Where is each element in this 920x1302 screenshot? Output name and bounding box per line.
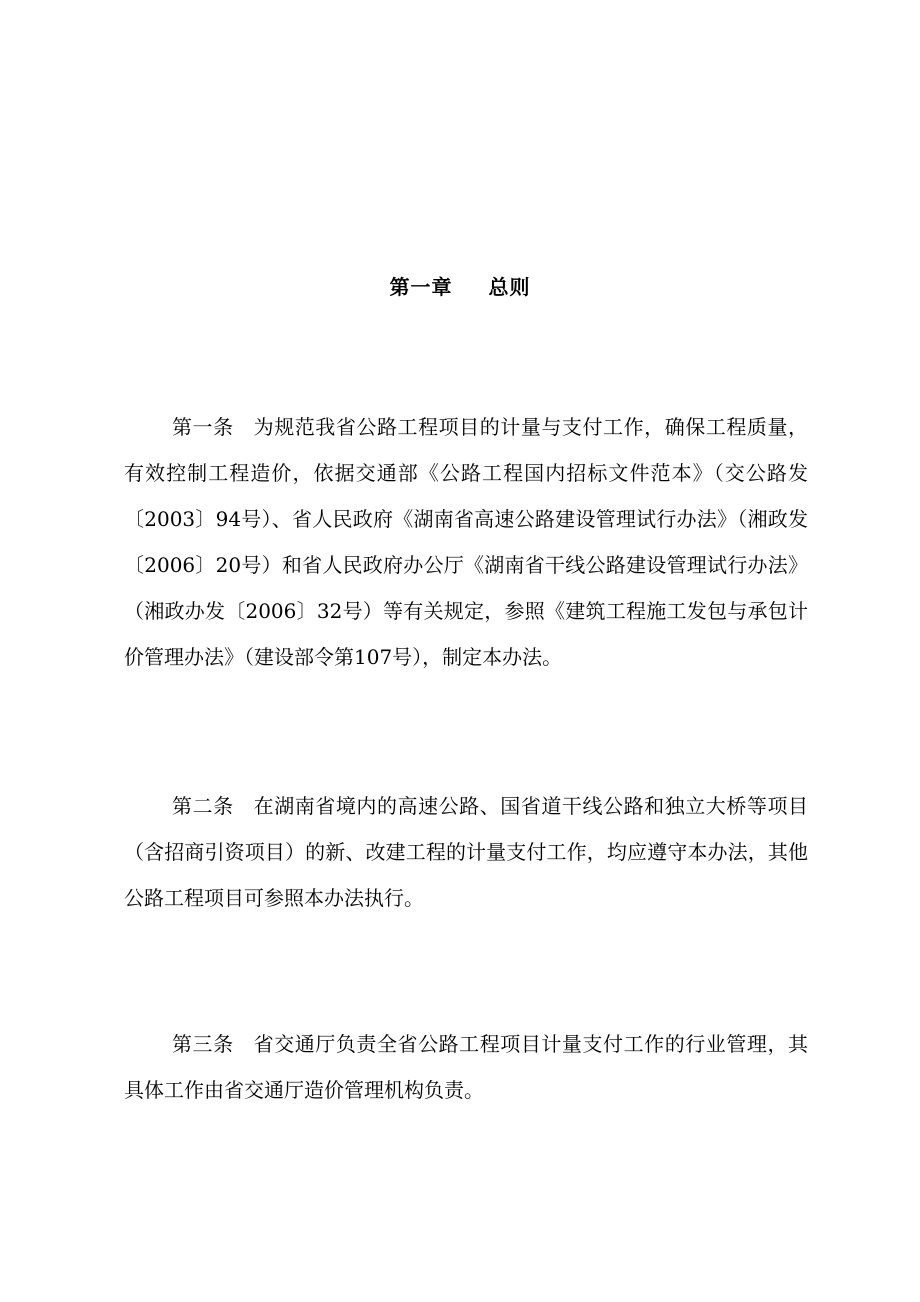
article-label: 第二条 xyxy=(172,794,234,818)
chapter-heading xyxy=(0,272,920,302)
chapter-number: 第一章 xyxy=(389,275,453,299)
article-text: 为规范我省公路工程项目的计量与支付工作，确保工程质量，有效控制工程造价，依据交通部《公路工程国内招标文件范本》（交公路发〔2003〕94号）、省人民政府《湖南省高速公路建设管理试行办法》（湘政发〔2006〕20号）和省人民政府办公厅《湖南省干线公路建设管理试行办法》（湘政办发〔2006〕32号）等有关规定，参照《建筑工程施工发包与承包计价管理办法》（建设部令第107号），制定本办法。 xyxy=(124,415,809,669)
article-label: 第一条 xyxy=(172,415,234,439)
article-paragraph xyxy=(124,783,808,921)
article-paragraph xyxy=(124,1021,808,1113)
article-text: 在湖南省境内的高速公路、国省道干线公路和独立大桥等项目（含招商引资项目）的新、改建工程的计量支付工作，均应遵守本办法，其他公路工程项目可参照本办法执行。 xyxy=(124,794,809,910)
chapter-title: 总则 xyxy=(488,275,531,299)
article-text: 省交通厅负责全省公路工程项目计量支付工作的行业管理，其具体工作由省交通厅造价管理机构负责。 xyxy=(124,1032,809,1102)
article-paragraph xyxy=(124,404,808,680)
article-label: 第三条 xyxy=(172,1032,234,1056)
